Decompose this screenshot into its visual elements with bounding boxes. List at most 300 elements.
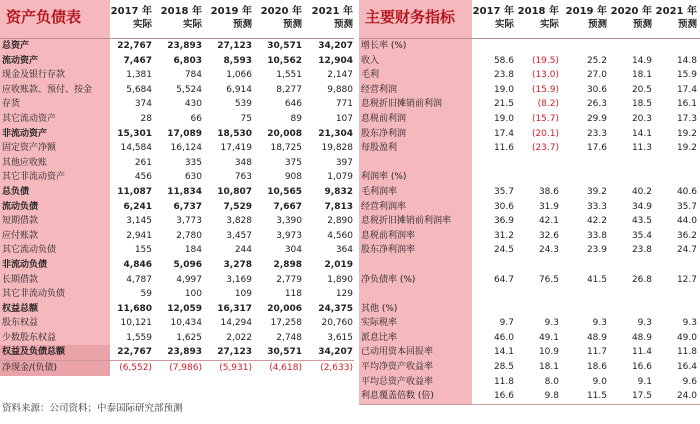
cell-value: 49.1 [538, 332, 559, 343]
cell-value: 3,169 [226, 274, 252, 285]
cell-value: 66 [190, 113, 202, 124]
cell-value: 34,207 [318, 347, 353, 358]
row-label: 经营利润率 [359, 200, 472, 215]
cell-value: 9.3 [637, 318, 652, 329]
cell-value: 4,846 [123, 259, 152, 270]
cell-value: 4,787 [126, 274, 152, 285]
cell-value: 11.8 [676, 347, 697, 358]
cell-value: 23.8 [493, 70, 514, 81]
cell-value: 10,562 [267, 55, 302, 66]
cell-value: 17.4 [493, 128, 514, 139]
cell-value: 539 [234, 99, 252, 110]
cell-value: 129 [335, 289, 353, 300]
row-label: 股东权益 [0, 316, 110, 331]
table-row [0, 54, 354, 69]
cell-value: 9.3 [682, 318, 697, 329]
cell-value: 11.3 [631, 143, 652, 154]
cell-value: 89 [290, 113, 302, 124]
table-row [359, 112, 700, 127]
cell-value: 3,615 [327, 332, 353, 343]
cell-value: 3,457 [226, 230, 252, 241]
cell-value: 27.0 [586, 70, 607, 81]
table-row [359, 258, 700, 273]
row-label: 其他应收账 [0, 156, 110, 171]
column-header: 2020 年 预测 [260, 6, 302, 30]
cell-value: 9.3 [544, 318, 559, 329]
cell-value: 6,914 [226, 84, 252, 95]
row-label: 应收账款、预付、按金 [0, 83, 110, 98]
cell-value: 374 [134, 99, 152, 110]
cell-value: 630 [184, 172, 202, 183]
row-label: 权益及负债总额 [0, 345, 110, 360]
cell-value: 9.8 [544, 391, 559, 402]
cell-value: 41.5 [586, 274, 607, 285]
balance-sheet-rows [0, 39, 354, 376]
column-header: 2019 年 预测 [210, 6, 252, 30]
cell-value: 3,390 [276, 216, 302, 227]
table-row [0, 39, 354, 54]
cell-value: 24.3 [538, 245, 559, 256]
table-row [0, 200, 354, 215]
cell-value: 19.0 [493, 84, 514, 95]
cell-value: 18.1 [538, 362, 559, 373]
row-label: 应付账款 [0, 229, 110, 244]
cell-value: 5,684 [126, 84, 152, 95]
cell-value: 46.0 [493, 332, 514, 343]
cell-value: 27,123 [217, 41, 252, 51]
cell-value: 18.1 [631, 70, 652, 81]
cell-value: (19.5) [531, 55, 559, 66]
row-label [359, 287, 472, 302]
cell-value: 59 [140, 289, 152, 300]
row-label [359, 258, 472, 273]
balance-sheet-header [0, 0, 354, 39]
row-label: 平均净资产收益率 [359, 360, 472, 375]
cell-value: 100 [184, 289, 202, 300]
cell-value: 8.0 [544, 376, 559, 387]
cell-value: 9,880 [327, 84, 353, 95]
cell-value: 20.5 [631, 84, 652, 95]
table-row [0, 97, 354, 112]
table-row [0, 229, 354, 244]
cell-value: 35.4 [631, 230, 652, 241]
row-label: 息税折旧摊销前利润 [359, 97, 472, 112]
cell-value: 109 [234, 289, 252, 300]
cell-value: 24.0 [676, 391, 697, 402]
column-header: 2018 年 实际 [160, 6, 202, 30]
cell-value: 26.3 [586, 99, 607, 110]
table-row [359, 214, 700, 229]
table-row [359, 287, 700, 302]
table-row [0, 214, 354, 229]
cell-value: 28 [140, 113, 152, 124]
cell-value: 5,524 [176, 84, 202, 95]
cell-value: 9,832 [324, 186, 353, 197]
cell-value: 14,294 [220, 318, 252, 329]
cell-value: 646 [284, 99, 302, 110]
table-row [359, 345, 700, 360]
cell-value: 23,893 [167, 41, 202, 51]
table-row [0, 345, 354, 360]
table-row [359, 185, 700, 200]
cell-value: (2,633) [320, 363, 353, 374]
cell-value: 430 [184, 99, 202, 110]
cell-value: 20.3 [631, 113, 652, 124]
table-row [359, 331, 700, 346]
cell-value: 14.9 [631, 55, 652, 66]
cell-value: 9.1 [637, 376, 652, 387]
cell-value: 24.7 [676, 245, 697, 256]
table-row [0, 360, 354, 376]
row-label: 净负债率 (%) [359, 273, 472, 288]
row-label: 息税前利润 [359, 112, 472, 127]
cell-value: 397 [335, 157, 353, 168]
cell-value: 14.8 [676, 55, 697, 66]
row-label: 经营利润 [359, 83, 472, 98]
cell-value: 1,559 [126, 332, 152, 343]
cell-value: 23.9 [586, 245, 607, 256]
cell-value: 48.9 [586, 332, 607, 343]
row-label: 毛利润率 [359, 185, 472, 200]
cell-value: 31.9 [538, 201, 559, 212]
table-row [0, 185, 354, 200]
cell-value: 35.7 [493, 186, 514, 197]
cell-value: 9.3 [592, 318, 607, 329]
row-label: 已动用资本回报率 [359, 345, 472, 360]
cell-value: 2,941 [126, 230, 152, 241]
cell-value: (4,618) [269, 363, 302, 374]
source-note: 资料来源：公司资料；中泰国际研究部预测 [2, 403, 183, 414]
financial-indicators-header [359, 0, 700, 39]
table-row [0, 287, 354, 302]
column-header: 2018 年 实际 [517, 6, 559, 30]
table-row [0, 112, 354, 127]
cell-value: 7,813 [324, 201, 353, 212]
row-label: 存货 [0, 97, 110, 112]
table-row [0, 83, 354, 98]
cell-value: 16.6 [493, 391, 514, 402]
cell-value: 10,807 [217, 186, 252, 197]
cell-value: 908 [284, 172, 302, 183]
row-label: 其他 (%) [359, 302, 472, 317]
table-row [359, 141, 700, 156]
table-row [0, 127, 354, 142]
cell-value: 771 [335, 99, 353, 110]
cell-value: 9.7 [499, 318, 514, 329]
table-row [359, 200, 700, 215]
cell-value: 4,997 [176, 274, 202, 285]
column-header: 2017 年 实际 [110, 6, 152, 30]
cell-value: 2,147 [327, 70, 353, 81]
cell-value: 30.6 [586, 84, 607, 95]
cell-value: 33.3 [586, 201, 607, 212]
cell-value: 16.6 [631, 362, 652, 373]
cell-value: 244 [234, 245, 252, 256]
row-label: 短期借款 [0, 214, 110, 229]
row-label: 非流动资产 [0, 127, 110, 142]
cell-value: 58.6 [493, 55, 514, 66]
table-row [0, 331, 354, 346]
cell-value: 184 [184, 245, 202, 256]
cell-value: 24,375 [318, 303, 353, 314]
cell-value: (8.2) [537, 99, 559, 110]
table-row [359, 39, 700, 54]
row-label: 增长率 (%) [359, 39, 472, 54]
cell-value: 3,145 [126, 216, 152, 227]
row-label: 毛利 [359, 68, 472, 83]
cell-value: 18.5 [631, 99, 652, 110]
cell-value: 11.6 [493, 143, 514, 154]
table-row [0, 170, 354, 185]
row-label: 息税前利润率 [359, 229, 472, 244]
row-label: 现金及银行存款 [0, 68, 110, 83]
column-header: 2021 年 预测 [311, 6, 353, 30]
cell-value: 348 [234, 157, 252, 168]
row-label: 实际税率 [359, 316, 472, 331]
cell-value: 3,278 [223, 259, 252, 270]
cell-value: 16,317 [217, 303, 252, 314]
cell-value: 12,904 [318, 55, 353, 66]
cell-value: 118 [284, 289, 302, 300]
cell-value: 10,565 [267, 186, 302, 197]
cell-value: 24.5 [493, 245, 514, 256]
table-row [359, 360, 700, 375]
cell-value: 14.1 [493, 347, 514, 358]
cell-value: 784 [184, 70, 202, 81]
cell-value: 36.2 [676, 230, 697, 241]
cell-value: 2,019 [324, 259, 353, 270]
cell-value: (5,931) [219, 363, 252, 374]
cell-value: 20,006 [267, 303, 302, 314]
cell-value: 2,780 [176, 230, 202, 241]
row-label: 其它流动负债 [0, 243, 110, 258]
cell-value: 42.2 [586, 216, 607, 227]
cell-value: 17.3 [676, 113, 697, 124]
cell-value: 5,096 [173, 259, 202, 270]
row-label: 固定资产净额 [0, 141, 110, 156]
cell-value: 15.9 [676, 70, 697, 81]
cell-value: 18.6 [586, 362, 607, 373]
cell-value: 31.2 [493, 230, 514, 241]
cell-value: 6,737 [173, 201, 202, 212]
cell-value: 10,121 [120, 318, 152, 329]
row-label: 息税折旧摊销前利润率 [359, 214, 472, 229]
cell-value: 11,834 [167, 186, 202, 197]
cell-value: 23.3 [586, 128, 607, 139]
cell-value: 21.5 [493, 99, 514, 110]
cell-value: 6,241 [123, 201, 152, 212]
column-header: 2017 年 实际 [472, 6, 514, 30]
cell-value: 7,529 [223, 201, 252, 212]
cell-value: 16,124 [170, 143, 202, 154]
cell-value: 375 [284, 157, 302, 168]
row-label: 其它非流动资产 [0, 170, 110, 185]
cell-value: 23.8 [631, 245, 652, 256]
cell-value: 763 [234, 172, 252, 183]
cell-value: 11.4 [631, 347, 652, 358]
table-row [359, 170, 700, 185]
cell-value: 43.5 [631, 216, 652, 227]
row-label: 流动资产 [0, 54, 110, 69]
table-row [359, 243, 700, 258]
cell-value: 155 [134, 245, 152, 256]
cell-value: 8,593 [223, 55, 252, 66]
cell-value: 2,748 [276, 332, 302, 343]
cell-value: 30,571 [267, 41, 302, 51]
cell-value: (20.1) [531, 128, 559, 139]
cell-value: 76.5 [538, 274, 559, 285]
cell-value: 36.9 [493, 216, 514, 227]
cell-value: 22,767 [117, 347, 152, 358]
cell-value: 335 [184, 157, 202, 168]
table-row [359, 229, 700, 244]
cell-value: 7,667 [273, 201, 302, 212]
row-label: 利息覆盖倍数 (倍) [359, 389, 472, 404]
cell-value: 16.1 [676, 99, 697, 110]
cell-value: 18,530 [217, 128, 252, 139]
cell-value: (7,986) [169, 363, 202, 374]
cell-value: 32.6 [538, 230, 559, 241]
cell-value: 17.6 [586, 143, 607, 154]
cell-value: 3,773 [176, 216, 202, 227]
cell-value: 19.2 [676, 128, 697, 139]
table-row [0, 302, 354, 317]
row-label: 收入 [359, 54, 472, 69]
balance-sheet-table [0, 0, 354, 376]
table-row [0, 316, 354, 331]
cell-value: 30.6 [493, 201, 514, 212]
cell-value: 19.2 [676, 143, 697, 154]
cell-value: 364 [335, 245, 353, 256]
cell-value: 19.0 [493, 113, 514, 124]
cell-value: 11.7 [586, 347, 607, 358]
cell-value: 49.0 [676, 332, 697, 343]
cell-value: (15.9) [531, 84, 559, 95]
table-row [359, 54, 700, 69]
row-label: 非流动负债 [0, 258, 110, 273]
cell-value: 38.6 [538, 186, 559, 197]
cell-value: 17,089 [167, 128, 202, 139]
cell-value: 6,803 [173, 55, 202, 66]
row-label: 总资产 [0, 39, 110, 54]
column-header: 2021 年 预测 [655, 6, 697, 30]
cell-value: 10.9 [538, 347, 559, 358]
column-header: 2020 年 预测 [610, 6, 652, 30]
column-header: 2019 年 预测 [565, 6, 607, 30]
cell-value: 75 [240, 113, 252, 124]
cell-value: 11,680 [117, 303, 152, 314]
cell-value: 1,381 [126, 70, 152, 81]
cell-value: 17,419 [220, 143, 252, 154]
cell-value: 20,760 [321, 318, 353, 329]
table-row [359, 375, 700, 390]
cell-value: 64.7 [493, 274, 514, 285]
cell-value: 14,584 [120, 143, 152, 154]
cell-value: 11,087 [117, 186, 152, 197]
cell-value: 8,277 [276, 84, 302, 95]
row-label: 股东净利润率 [359, 243, 472, 258]
cell-value: 42.1 [538, 216, 559, 227]
cell-value: 9.6 [682, 376, 697, 387]
cell-value: 11.5 [586, 391, 607, 402]
financial-indicators-table [359, 0, 700, 405]
table-row [0, 243, 354, 258]
cell-value: 40.6 [676, 186, 697, 197]
cell-value: 17,258 [270, 318, 302, 329]
table-row [359, 389, 700, 405]
cell-value: 11.8 [493, 376, 514, 387]
cell-value: 35.7 [676, 201, 697, 212]
cell-value: 21,304 [318, 128, 353, 139]
table-row [359, 273, 700, 288]
cell-value: 2,898 [273, 259, 302, 270]
row-label: 总负债 [0, 185, 110, 200]
cell-value: (15.7) [531, 113, 559, 124]
cell-value: 18,725 [270, 143, 302, 154]
cell-value: 28.5 [493, 362, 514, 373]
cell-value: 107 [335, 113, 353, 124]
cell-value: 17.4 [676, 84, 697, 95]
cell-value: 2,022 [226, 332, 252, 343]
table-row [359, 83, 700, 98]
cell-value: 2,779 [276, 274, 302, 285]
cell-value: 30,571 [267, 347, 302, 358]
cell-value: 25.2 [586, 55, 607, 66]
cell-value: 20,008 [267, 128, 302, 139]
row-label: 流动负债 [0, 200, 110, 215]
table-row [359, 68, 700, 83]
cell-value: 3,973 [276, 230, 302, 241]
cell-value: 1,066 [226, 70, 252, 81]
cell-value: 14.1 [631, 128, 652, 139]
cell-value: 16.4 [676, 362, 697, 373]
cell-value: 26.8 [631, 274, 652, 285]
table-row [359, 316, 700, 331]
cell-value: 7,467 [123, 55, 152, 66]
cell-value: (6,552) [119, 363, 152, 374]
cell-value: 48.9 [631, 332, 652, 343]
row-label: 其它非流动负债 [0, 287, 110, 302]
row-label: 派息比率 [359, 331, 472, 346]
table-row [0, 68, 354, 83]
cell-value: 40.2 [631, 186, 652, 197]
cell-value: 2,890 [327, 216, 353, 227]
cell-value: 12,059 [167, 303, 202, 314]
cell-value: 9.0 [592, 376, 607, 387]
row-label: 平均总资产收益率 [359, 375, 472, 390]
cell-value: 34.9 [631, 201, 652, 212]
table-row [0, 141, 354, 156]
financial-indicators-title: 主要财务指标 [359, 0, 472, 38]
table-row [359, 156, 700, 171]
row-label: 长期借款 [0, 273, 110, 288]
row-label [359, 156, 472, 171]
table-row [359, 127, 700, 142]
row-label: 每股盈利 [359, 141, 472, 156]
cell-value: 34,207 [318, 41, 353, 51]
cell-value: 39.2 [586, 186, 607, 197]
cell-value: 23,893 [167, 347, 202, 358]
cell-value: (23.7) [531, 143, 559, 154]
balance-sheet-title: 资产负债表 [0, 0, 110, 38]
row-label: 净现金/(负债) [0, 361, 110, 376]
cell-value: 33.8 [586, 230, 607, 241]
table-row [0, 156, 354, 171]
cell-value: 1,079 [327, 172, 353, 183]
cell-value: 12.7 [676, 274, 697, 285]
cell-value: 27,123 [217, 347, 252, 358]
cell-value: 3,828 [226, 216, 252, 227]
